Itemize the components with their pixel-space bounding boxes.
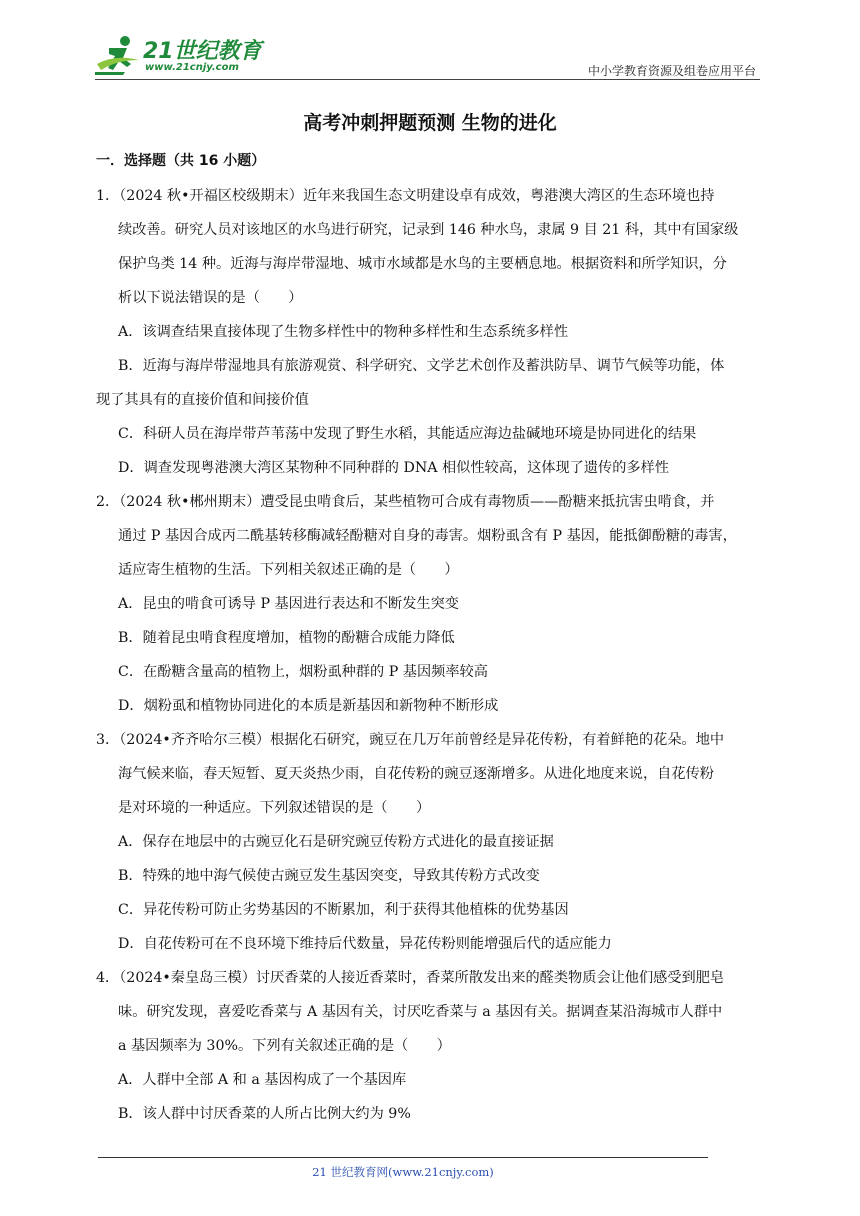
question-2-option-b: B．随着昆虫啃食程度增加，植物的酚糖合成能力降低 bbox=[118, 630, 455, 646]
question-1-line-4: 析以下说法错误的是（ ） bbox=[118, 290, 303, 306]
question-1-option-c: C．科研人员在海岸带芦苇荡中发现了野生水稻，其能适应海边盐碱地环境是协同进化的结果 bbox=[118, 426, 697, 442]
question-2-line-1: 2．（2024 秋•郴州期末）遭受昆虫啃食后，某些植物可合成有毒物质——酚糖来抵抗害虫啃食，并 bbox=[96, 494, 715, 510]
runner-logo-icon bbox=[95, 34, 143, 76]
question-4-line-1: 4．（2024•秦皇岛三模）讨厌香菜的人接近香菜时，香菜所散发出来的醛类物质会让他们感受到肥皂 bbox=[96, 970, 725, 986]
header-divider bbox=[95, 79, 760, 80]
question-2-option-a: A．昆虫的啃食可诱导 P 基因进行表达和不断发生突变 bbox=[118, 596, 459, 612]
logo-url: www.21cnjy.com bbox=[145, 62, 239, 73]
question-2-line-3: 适应寄生植物的生活。下列相关叙述正确的是（ ） bbox=[118, 562, 459, 578]
question-1-option-b-cont: 现了其具有的直接价值和间接价值 bbox=[96, 392, 309, 408]
question-2 bbox=[96, 485, 766, 723]
question-1-option-b: B．近海与海岸带湿地具有旅游观赏、科学研究、文学艺术创作及蓄洪防旱、调节气候等功能，体 bbox=[118, 358, 725, 374]
question-1 bbox=[96, 179, 766, 485]
question-4-line-2: 味。研究发现，喜爱吃香菜与 A 基因有关，讨厌吃香菜与 a 基因有关。据调查某沿海城市人群中 bbox=[118, 1004, 723, 1020]
question-3-line-3: 是对环境的一种适应。下列叙述错误的是（ ） bbox=[118, 800, 431, 816]
document-title: 高考冲刺押题预测 生物的进化 bbox=[303, 112, 557, 134]
question-3-option-a: A．保存在地层中的古豌豆化石是研究豌豆传粉方式进化的最直接证据 bbox=[118, 834, 554, 850]
question-list bbox=[96, 179, 766, 1131]
page-header bbox=[95, 30, 760, 80]
question-4 bbox=[96, 961, 766, 1131]
question-3 bbox=[96, 723, 766, 961]
question-2-option-d: D．烟粉虱和植物协同进化的本质是新基因和新物种不断形成 bbox=[118, 698, 499, 714]
platform-name: 中小学教育资源及组卷应用平台 bbox=[587, 64, 756, 78]
footer-link[interactable]: 21 世纪教育网(www.21cnjy.com) bbox=[312, 1165, 494, 1179]
question-3-line-1: 3．（2024•齐齐哈尔三模）根据化石研究，豌豆在几万年前曾经是异花传粉，有着鲜艳的花朵。地中 bbox=[96, 732, 725, 748]
question-3-option-c: C．异花传粉可防止劣势基因的不断累加，利于获得其他植株的优势基因 bbox=[118, 902, 569, 918]
question-4-option-b: B．该人群中讨厌香菜的人所占比例大约为 9% bbox=[118, 1106, 411, 1122]
question-3-option-b: B．特殊的地中海气候使古豌豆发生基因突变，导致其传粉方式改变 bbox=[118, 868, 540, 884]
question-1-option-d: D．调查发现粤港澳大湾区某物种不同种群的 DNA 相似性较高，这体现了遗传的多样性 bbox=[118, 460, 669, 476]
question-4-option-a: A．人群中全部 A 和 a 基因构成了一个基因库 bbox=[118, 1072, 407, 1088]
footer-divider bbox=[98, 1157, 708, 1158]
question-1-line-2: 续改善。研究人员对该地区的水鸟进行研究，记录到 146 种水鸟，隶属 9 目 21 科，其中有国家级 bbox=[118, 222, 739, 238]
question-1-line-1: 1．（2024 秋•开福区校级期末）近年来我国生态文明建设卓有成效，粤港澳大湾区的生态环境也持 bbox=[96, 188, 715, 204]
question-1-line-3: 保护鸟类 14 种。近海与海岸带湿地、城市水域都是水鸟的主要栖息地。根据资料和所学知识，分 bbox=[118, 256, 727, 272]
question-2-option-c: C．在酚糖含量高的植物上，烟粉虱种群的 P 基因频率较高 bbox=[118, 664, 488, 680]
question-1-option-a: A．该调查结果直接体现了生物多样性中的物种多样性和生态系统多样性 bbox=[118, 324, 569, 340]
site-logo[interactable] bbox=[95, 34, 295, 76]
logo-title: 21世纪教育 bbox=[143, 39, 262, 64]
question-4-line-3: a 基因频率为 30%。下列有关叙述正确的是（ ） bbox=[118, 1038, 451, 1054]
section-heading: 一．选择题（共 16 小题） bbox=[96, 153, 266, 169]
question-3-line-2: 海气候来临，春天短暂、夏天炎热少雨，自花传粉的豌豆逐渐增多。从进化地度来说，自花传粉 bbox=[118, 766, 714, 782]
question-2-line-2: 通过 P 基因合成丙二酰基转移酶减轻酚糖对自身的毒害。烟粉虱含有 P 基因，能抵御酚糖的毒害， bbox=[118, 528, 737, 544]
question-3-option-d: D．自花传粉可在不良环境下维持后代数量，异花传粉则能增强后代的适应能力 bbox=[118, 936, 612, 952]
